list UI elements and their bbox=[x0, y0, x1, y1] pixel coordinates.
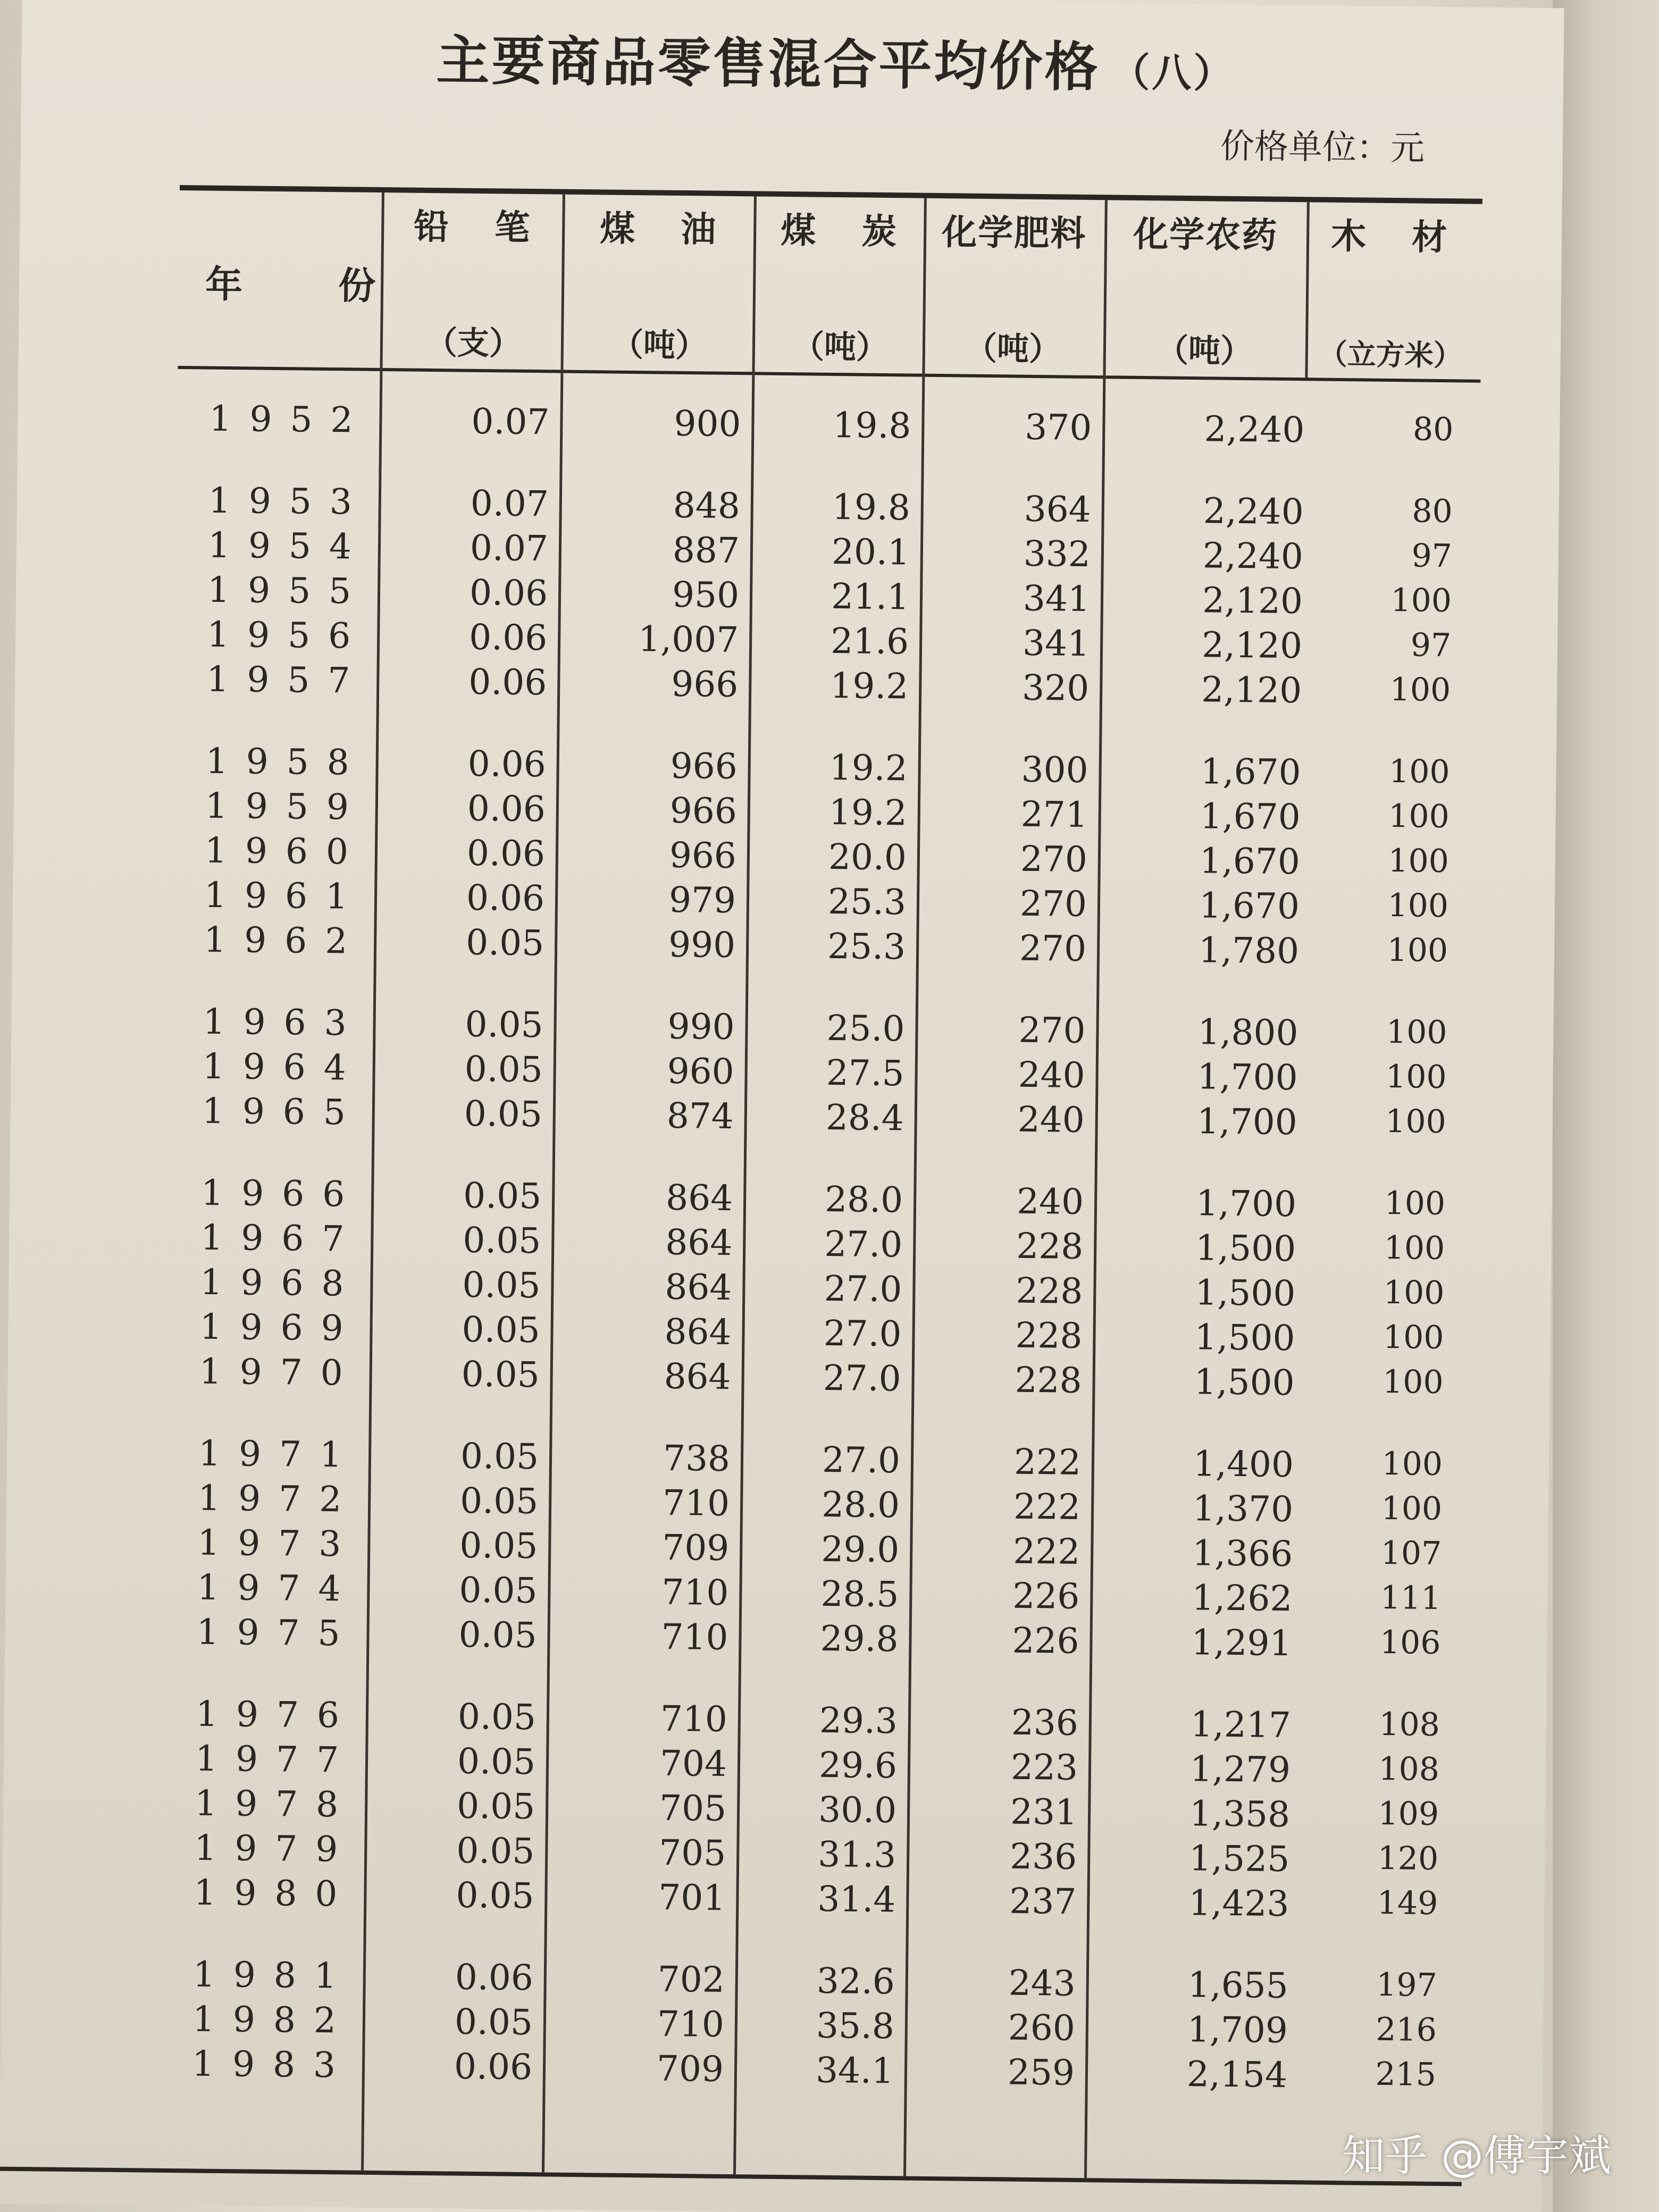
cell-year: 1964 bbox=[202, 1045, 365, 1088]
cell-coal: 32.6 bbox=[816, 1960, 895, 2002]
cell-pesticide: 1,400 bbox=[1193, 1443, 1294, 1486]
table-top-rule bbox=[180, 185, 1482, 204]
title-text: 主要商品零售混合平均价格 bbox=[435, 29, 1101, 99]
cell-timber: 97 bbox=[1410, 626, 1452, 665]
cell-timber: 100 bbox=[1387, 931, 1448, 970]
cell-coal: 21.6 bbox=[830, 620, 909, 663]
cell-coal: 27.0 bbox=[823, 1312, 902, 1355]
cell-kerosene: 950 bbox=[672, 574, 740, 616]
cell-pencil: 0.05 bbox=[458, 1614, 537, 1656]
cell-kerosene: 960 bbox=[667, 1050, 735, 1093]
cell-kerosene: 738 bbox=[663, 1437, 731, 1480]
cell-pencil: 0.06 bbox=[455, 1956, 534, 1999]
cell-kerosene: 874 bbox=[666, 1095, 734, 1137]
cell-coal: 35.8 bbox=[816, 2005, 895, 2047]
cell-fertilizer: 270 bbox=[1018, 1009, 1086, 1051]
cell-fertilizer: 300 bbox=[1021, 749, 1089, 791]
cell-timber: 107 bbox=[1380, 1534, 1442, 1573]
cell-pencil: 0.05 bbox=[456, 1785, 535, 1828]
cell-timber: 109 bbox=[1378, 1795, 1439, 1833]
cell-timber: 100 bbox=[1384, 1184, 1446, 1223]
cell-timber: 197 bbox=[1376, 1966, 1438, 2004]
cell-year: 1971 bbox=[198, 1432, 361, 1476]
cell-fertilizer: 271 bbox=[1020, 793, 1088, 835]
cell-coal: 31.4 bbox=[817, 1878, 896, 1921]
cell-pencil: 0.05 bbox=[456, 1830, 535, 1872]
header-timber: 木 材 （立方米） bbox=[1318, 215, 1463, 373]
cell-pesticide: 1,670 bbox=[1200, 795, 1301, 838]
header-fertilizer: 化学肥料 （吨） bbox=[941, 211, 1087, 368]
cell-fertilizer: 228 bbox=[1015, 1314, 1083, 1356]
cell-pesticide: 2,120 bbox=[1201, 624, 1303, 667]
cell-coal: 27.5 bbox=[826, 1052, 905, 1094]
cell-fertilizer: 228 bbox=[1015, 1359, 1083, 1401]
cell-timber: 100 bbox=[1385, 1102, 1447, 1141]
cell-timber: 80 bbox=[1412, 492, 1453, 531]
cell-pencil: 0.05 bbox=[462, 1264, 541, 1306]
cell-fertilizer: 332 bbox=[1023, 533, 1091, 575]
cell-kerosene: 966 bbox=[671, 663, 739, 706]
cell-kerosene: 966 bbox=[669, 790, 738, 832]
cell-fertilizer: 259 bbox=[1007, 2051, 1075, 2093]
cell-fertilizer: 228 bbox=[1016, 1225, 1084, 1267]
cell-fertilizer: 270 bbox=[1019, 927, 1087, 969]
cell-timber: 120 bbox=[1377, 1839, 1439, 1878]
cell-pesticide: 1,525 bbox=[1188, 1838, 1290, 1880]
cell-fertilizer: 320 bbox=[1021, 667, 1090, 709]
cell-pesticide: 1,500 bbox=[1194, 1361, 1295, 1404]
cell-fertilizer: 240 bbox=[1016, 1180, 1084, 1222]
cell-kerosene: 709 bbox=[656, 2048, 724, 2090]
cell-coal: 21.1 bbox=[831, 575, 910, 618]
cell-timber: 216 bbox=[1375, 2010, 1437, 2049]
cell-timber: 80 bbox=[1412, 410, 1454, 449]
cell-year: 1973 bbox=[197, 1522, 359, 1565]
cell-timber: 100 bbox=[1382, 1318, 1444, 1357]
cell-timber: 149 bbox=[1377, 1884, 1438, 1923]
cell-pesticide: 1,780 bbox=[1198, 929, 1300, 972]
cell-pesticide: 2,120 bbox=[1202, 580, 1303, 622]
cell-pencil: 0.07 bbox=[470, 527, 549, 569]
cell-fertilizer: 231 bbox=[1010, 1791, 1078, 1833]
cell-year: 1979 bbox=[194, 1827, 356, 1870]
cell-fertilizer: 364 bbox=[1024, 488, 1092, 531]
cell-pesticide: 1,366 bbox=[1192, 1532, 1293, 1575]
cell-pesticide: 1,700 bbox=[1195, 1183, 1297, 1225]
cell-kerosene: 864 bbox=[664, 1355, 732, 1398]
cell-fertilizer: 260 bbox=[1008, 2007, 1076, 2049]
cell-fertilizer: 243 bbox=[1008, 1962, 1076, 2004]
cell-kerosene: 1,007 bbox=[638, 618, 739, 661]
cell-year: 1961 bbox=[204, 874, 366, 917]
cell-timber: 100 bbox=[1390, 581, 1452, 620]
cell-coal: 29.8 bbox=[820, 1618, 899, 1660]
cell-pencil: 0.05 bbox=[459, 1480, 539, 1522]
cell-pencil: 0.07 bbox=[470, 482, 549, 525]
cell-coal: 19.8 bbox=[833, 404, 911, 447]
cell-fertilizer: 237 bbox=[1009, 1880, 1077, 1922]
cell-coal: 34.1 bbox=[815, 2049, 894, 2092]
cell-kerosene: 979 bbox=[668, 879, 736, 921]
cell-coal: 29.6 bbox=[818, 1744, 898, 1787]
cell-timber: 100 bbox=[1382, 1363, 1444, 1402]
cell-year: 1981 bbox=[192, 1954, 355, 1997]
cell-pesticide: 1,358 bbox=[1189, 1793, 1291, 1836]
cell-pencil: 0.05 bbox=[461, 1353, 540, 1396]
cell-pesticide: 2,120 bbox=[1201, 669, 1302, 711]
cell-pesticide: 1,423 bbox=[1188, 1882, 1289, 1925]
cell-kerosene: 710 bbox=[662, 1482, 730, 1524]
cell-coal: 19.2 bbox=[828, 791, 908, 834]
cell-kerosene: 709 bbox=[661, 1527, 730, 1569]
cell-year: 1956 bbox=[206, 614, 369, 657]
cell-timber: 97 bbox=[1411, 537, 1453, 575]
header-coal: 煤 炭 （吨） bbox=[780, 209, 902, 367]
cell-pencil: 0.06 bbox=[466, 877, 545, 919]
cell-kerosene: 702 bbox=[657, 1958, 725, 2000]
cell-pencil: 0.05 bbox=[462, 1309, 540, 1351]
cell-pesticide: 2,240 bbox=[1203, 490, 1304, 533]
cell-year: 1962 bbox=[203, 919, 366, 962]
cell-coal: 20.1 bbox=[831, 531, 910, 573]
cell-timber: 100 bbox=[1381, 1445, 1443, 1484]
cell-pencil: 0.05 bbox=[460, 1435, 539, 1478]
cell-year: 1958 bbox=[205, 740, 368, 783]
cell-pencil: 0.05 bbox=[459, 1569, 538, 1612]
cell-year: 1965 bbox=[202, 1090, 364, 1133]
cell-timber: 106 bbox=[1379, 1623, 1441, 1662]
cell-fertilizer: 370 bbox=[1025, 406, 1092, 449]
cell-coal: 25.3 bbox=[827, 881, 907, 923]
cell-kerosene: 710 bbox=[660, 1698, 728, 1740]
cell-pesticide: 1,370 bbox=[1192, 1488, 1294, 1530]
cell-timber: 100 bbox=[1384, 1229, 1445, 1268]
cell-kerosene: 710 bbox=[661, 1616, 728, 1658]
cell-year: 1968 bbox=[200, 1261, 362, 1304]
cell-pesticide: 1,500 bbox=[1195, 1272, 1296, 1314]
cell-kerosene: 848 bbox=[673, 484, 741, 527]
cell-coal: 31.3 bbox=[817, 1833, 896, 1876]
cell-coal: 25.0 bbox=[826, 1007, 905, 1050]
cell-pencil: 0.05 bbox=[464, 1048, 543, 1091]
cell-coal: 27.0 bbox=[822, 1439, 901, 1481]
cell-pesticide: 1,500 bbox=[1194, 1317, 1295, 1359]
cell-timber: 100 bbox=[1387, 842, 1449, 881]
cell-year: 1969 bbox=[199, 1306, 362, 1349]
cell-coal: 20.0 bbox=[828, 836, 907, 878]
cell-coal: 30.0 bbox=[818, 1789, 897, 1831]
cell-year: 1959 bbox=[205, 785, 367, 828]
cell-year: 1982 bbox=[192, 1998, 355, 2041]
cell-pesticide: 1,500 bbox=[1195, 1227, 1296, 1270]
cell-year: 1977 bbox=[195, 1738, 357, 1781]
cell-year: 1952 bbox=[209, 398, 371, 441]
cell-fertilizer: 240 bbox=[1018, 1054, 1086, 1096]
cell-pesticide: 1,655 bbox=[1187, 1964, 1289, 2007]
cell-coal: 29.3 bbox=[819, 1699, 898, 1742]
cell-pesticide: 1,670 bbox=[1199, 885, 1300, 927]
cell-pesticide: 1,262 bbox=[1192, 1577, 1293, 1620]
cell-year: 1972 bbox=[197, 1477, 360, 1520]
cell-pesticide: 1,279 bbox=[1189, 1748, 1291, 1791]
cell-pencil: 0.05 bbox=[462, 1219, 541, 1262]
cell-pesticide: 1,670 bbox=[1200, 751, 1302, 793]
cell-year: 1975 bbox=[196, 1611, 358, 1654]
table-bottom-rule bbox=[0, 2167, 1462, 2186]
cell-coal: 28.0 bbox=[824, 1178, 903, 1221]
cell-pencil: 0.06 bbox=[468, 616, 548, 659]
cell-pesticide: 2,154 bbox=[1186, 2054, 1288, 2096]
cell-pesticide: 1,217 bbox=[1190, 1704, 1292, 1746]
facing-page-edge bbox=[1553, 0, 1659, 2212]
cell-kerosene: 966 bbox=[670, 745, 738, 787]
cell-year: 1954 bbox=[207, 524, 370, 567]
cell-fertilizer: 341 bbox=[1022, 622, 1090, 665]
cell-fertilizer: 270 bbox=[1020, 838, 1088, 880]
cell-pencil: 0.05 bbox=[457, 1740, 536, 1783]
cell-pesticide: 1,800 bbox=[1197, 1011, 1298, 1054]
header-pencil: 铅 笔 （支） bbox=[413, 205, 535, 363]
cell-kerosene: 990 bbox=[667, 1006, 735, 1048]
cell-kerosene: 705 bbox=[659, 1787, 727, 1829]
cell-year: 1966 bbox=[200, 1172, 363, 1215]
cell-pencil: 0.06 bbox=[469, 572, 548, 614]
cell-timber: 111 bbox=[1380, 1579, 1442, 1618]
cell-pencil: 0.05 bbox=[463, 1175, 542, 1217]
cell-kerosene: 704 bbox=[659, 1742, 727, 1784]
cell-timber: 100 bbox=[1388, 797, 1450, 836]
cell-coal: 28.4 bbox=[825, 1096, 904, 1139]
column-divider bbox=[1305, 202, 1309, 378]
cell-pencil: 0.05 bbox=[456, 1874, 534, 1917]
cell-year: 1980 bbox=[194, 1872, 356, 1915]
cell-pesticide: 2,240 bbox=[1204, 408, 1305, 451]
cell-coal: 19.2 bbox=[830, 665, 909, 707]
cell-kerosene: 710 bbox=[661, 1571, 729, 1614]
cell-coal: 19.8 bbox=[832, 486, 911, 529]
cell-coal: 27.0 bbox=[823, 1357, 902, 1400]
watermark: 知乎 @傅宇斌 bbox=[1342, 2131, 1611, 2181]
cell-kerosene: 710 bbox=[657, 2003, 725, 2045]
cell-fertilizer: 226 bbox=[1012, 1620, 1079, 1662]
cell-fertilizer: 236 bbox=[1009, 1836, 1077, 1878]
cell-pencil: 0.06 bbox=[467, 787, 546, 830]
cell-coal: 28.5 bbox=[820, 1573, 899, 1615]
cell-pencil: 0.05 bbox=[459, 1524, 538, 1567]
cell-fertilizer: 228 bbox=[1016, 1270, 1083, 1312]
header-pesticide: 化学农药 （吨） bbox=[1133, 213, 1278, 371]
cell-coal: 27.0 bbox=[824, 1268, 902, 1310]
cell-fertilizer: 226 bbox=[1012, 1575, 1080, 1617]
cell-pesticide: 1,709 bbox=[1187, 2009, 1288, 2051]
cell-kerosene: 887 bbox=[672, 529, 740, 572]
cell-year: 1957 bbox=[206, 658, 368, 701]
cell-pesticide: 1,291 bbox=[1191, 1622, 1292, 1664]
cell-year: 1960 bbox=[204, 830, 367, 873]
cell-pencil: 0.05 bbox=[465, 921, 544, 964]
cell-kerosene: 701 bbox=[658, 1876, 726, 1918]
cell-year: 1974 bbox=[197, 1566, 359, 1610]
cell-coal: 29.0 bbox=[820, 1528, 900, 1571]
cell-kerosene: 705 bbox=[658, 1832, 726, 1874]
cell-timber: 100 bbox=[1388, 752, 1451, 791]
cell-pencil: 0.06 bbox=[468, 661, 547, 703]
cell-pesticide: 2,240 bbox=[1202, 535, 1304, 577]
cell-year: 1967 bbox=[200, 1217, 363, 1260]
cell-year: 1983 bbox=[191, 2043, 354, 2086]
cell-fertilizer: 240 bbox=[1017, 1099, 1085, 1141]
cell-pencil: 0.06 bbox=[466, 832, 546, 875]
cell-pencil: 0.05 bbox=[454, 2001, 533, 2043]
cell-year: 1955 bbox=[207, 569, 370, 612]
cell-pencil: 0.05 bbox=[457, 1696, 537, 1738]
cell-kerosene: 966 bbox=[669, 834, 737, 877]
cell-pesticide: 1,670 bbox=[1199, 840, 1301, 883]
cell-year: 1978 bbox=[194, 1782, 357, 1825]
cell-timber: 100 bbox=[1387, 886, 1449, 925]
cell-timber: 100 bbox=[1383, 1273, 1445, 1312]
price-unit-label: 价格单位：元 bbox=[1220, 127, 1425, 169]
cell-coal: 19.2 bbox=[829, 747, 908, 789]
cell-timber: 100 bbox=[1389, 671, 1451, 709]
cell-fertilizer: 236 bbox=[1011, 1702, 1079, 1744]
cell-timber: 100 bbox=[1386, 1013, 1447, 1052]
cell-timber: 100 bbox=[1381, 1489, 1443, 1528]
cell-coal: 25.3 bbox=[827, 925, 906, 968]
cell-kerosene: 990 bbox=[668, 924, 736, 966]
cell-pencil: 0.06 bbox=[454, 2046, 533, 2088]
cell-kerosene: 864 bbox=[664, 1311, 732, 1353]
cell-coal: 28.0 bbox=[821, 1484, 900, 1526]
cell-fertilizer: 223 bbox=[1010, 1746, 1078, 1788]
cell-pesticide: 1,700 bbox=[1196, 1101, 1298, 1143]
cell-year: 1970 bbox=[199, 1351, 362, 1394]
cell-pencil: 0.06 bbox=[467, 743, 547, 785]
cell-pesticide: 1,700 bbox=[1197, 1056, 1298, 1099]
cell-timber: 215 bbox=[1375, 2055, 1437, 2093]
cell-kerosene: 900 bbox=[674, 403, 741, 445]
cell-timber: 100 bbox=[1385, 1058, 1447, 1096]
cell-timber: 108 bbox=[1378, 1705, 1440, 1744]
cell-kerosene: 864 bbox=[665, 1266, 732, 1309]
cell-kerosene: 864 bbox=[665, 1221, 733, 1264]
cell-year: 1963 bbox=[203, 1001, 365, 1044]
cell-pencil: 0.05 bbox=[464, 1093, 543, 1135]
header-year: 年 份 bbox=[205, 262, 376, 308]
cell-kerosene: 864 bbox=[665, 1177, 733, 1219]
page-title bbox=[436, 18, 1235, 103]
cell-fertilizer: 341 bbox=[1023, 577, 1091, 620]
title-suffix: （八） bbox=[1110, 49, 1235, 97]
cell-year: 1976 bbox=[195, 1693, 358, 1736]
price-table-body bbox=[160, 398, 1480, 2101]
cell-fertilizer: 270 bbox=[1019, 883, 1087, 925]
cell-fertilizer: 222 bbox=[1013, 1486, 1081, 1528]
cell-fertilizer: 222 bbox=[1012, 1530, 1080, 1572]
cell-fertilizer: 222 bbox=[1013, 1441, 1082, 1483]
cell-pencil: 0.05 bbox=[465, 1003, 543, 1046]
cell-year: 1953 bbox=[208, 480, 371, 523]
header-kerosene: 煤 油 （吨） bbox=[599, 207, 722, 365]
cell-pencil: 0.07 bbox=[471, 400, 550, 443]
cell-timber: 108 bbox=[1378, 1750, 1440, 1789]
cell-coal: 27.0 bbox=[824, 1223, 903, 1266]
